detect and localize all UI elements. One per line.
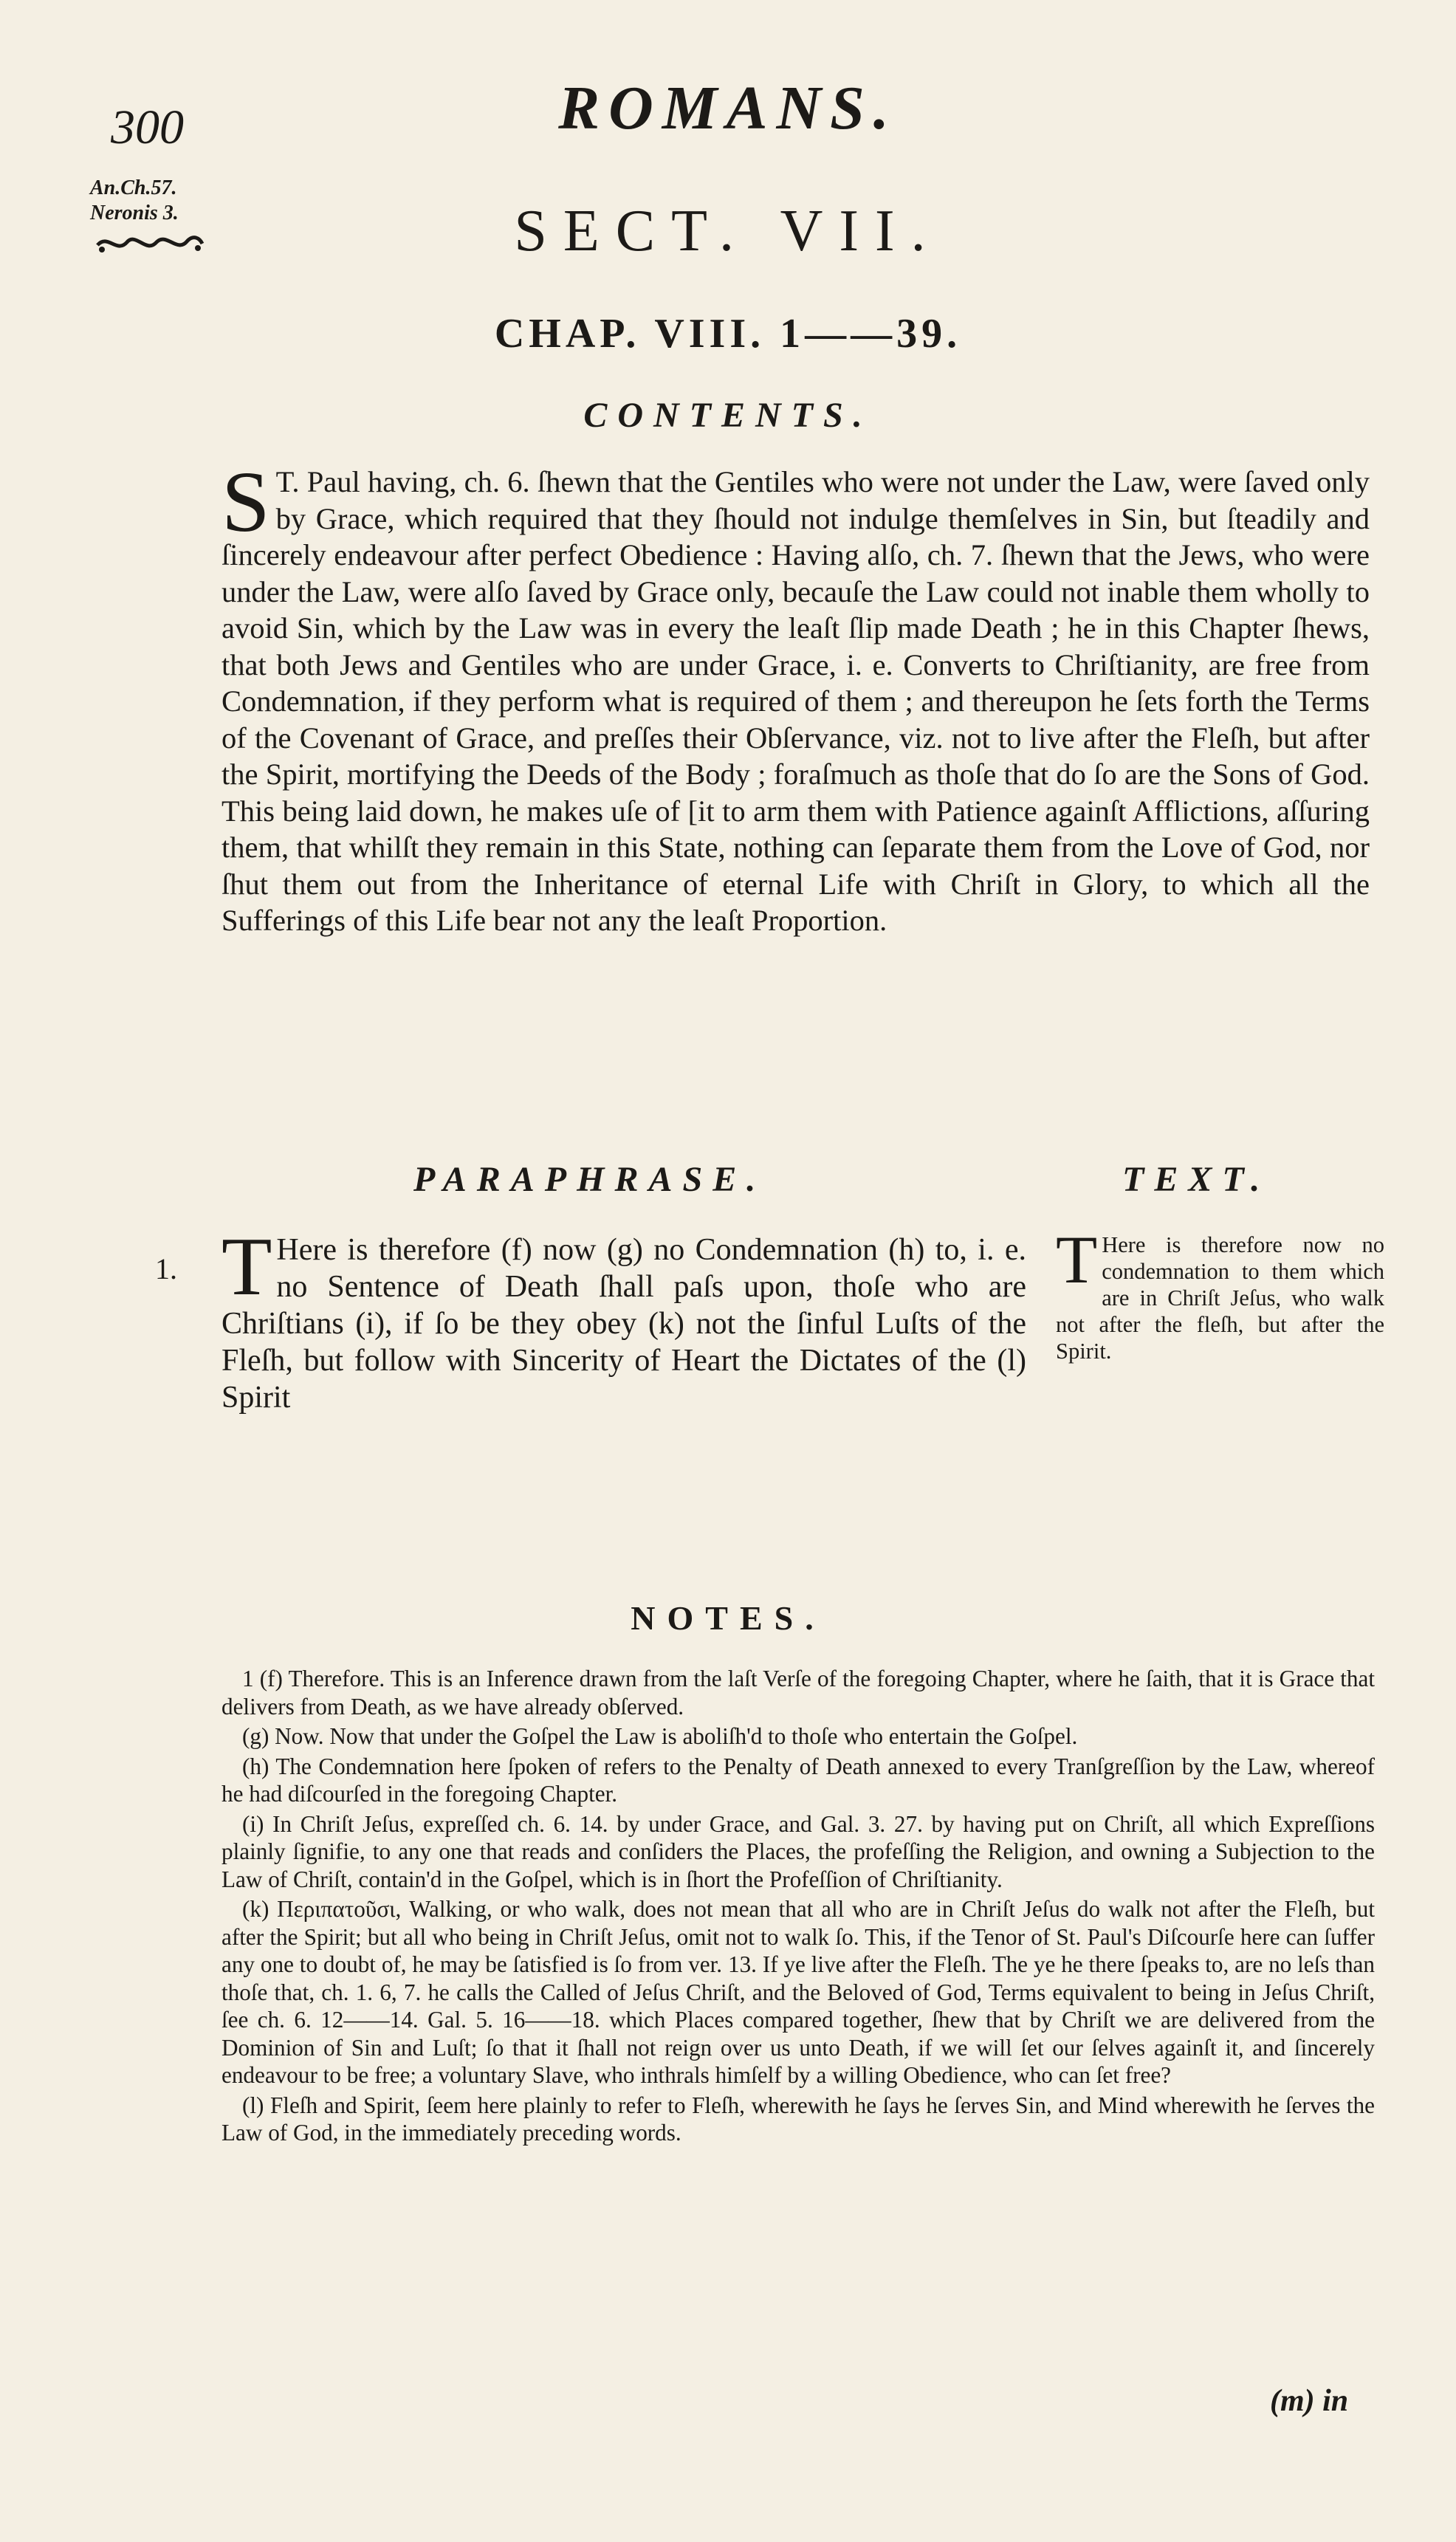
scripture-text: Here is therefore now no condemnation to them which are in Chriſt Jeſus, who walk not after the fleſh, but after the Spirit. — [1056, 1232, 1384, 1364]
paraphrase-heading: PARAPHRASE. — [413, 1160, 766, 1199]
notes-heading: NOTES. — [631, 1599, 825, 1637]
note-f: 1 (f) Therefore. This is an Inference drawn from the laſt Verſe of the foregoing Chapter, where he ſaith, that it is Grace that delivers from Death, as we have already obſerved. — [222, 1666, 1375, 1720]
note-i: (i) In Chriſt Jeſus, expreſſed ch. 6. 14. by under Grace, and Gal. 3. 27. by having put on Chriſt, all which Expreſſions plainly ſignifie, to any one that reads and conſiders the Places, the profeſſing the Religion, and owning a Subjection to the Law of Chriſt, contain'd in the Goſpel, which is in ſhort the Profeſſion of Chriſtianity. — [222, 1810, 1375, 1892]
contents-drop-cap: S — [222, 453, 270, 550]
catchword: (m) in — [1270, 2384, 1349, 2418]
page-number: 300 — [111, 100, 184, 154]
paraphrase-drop-cap: T — [222, 1221, 272, 1313]
contents-paragraph — [222, 453, 1370, 939]
section-title: SECT. VII. — [514, 199, 942, 264]
contents-text: T. Paul having, ch. 6. ſhewn that the Gentiles who were not under the Law, were ſaved only by Grace, which required that they ſhould not indulge themſelves in Sin, but ſteadily and ſincerely endeavour after perfect Obedience : Having alſo, ch. 7. ſhewn that the Jews, who were under the Law, were alſo ſaved by Grace only, becauſe the Law could not inable them wholly to avoid Sin, which by the Law was in every the leaſt ſlip made Death ; he in this Chapter ſhews, that both Jews and Gentiles who are under Grace, i. e. Converts to Chriſtianity, are free from Condemnation, if they perform what is required of them ; and thereupon he ſets forth the Terms of the Covenant of Grace, and preſſes their Obſervance, viz. not to live after the Fleſh, but after the Spirit, mortifying the Deeds of the Body ; foraſmuch as thoſe that do ſo are the Sons of God. This being laid down, he makes uſe of [it to arm them with Patience againſt Afflictions, aſſuring them, that whilſt they remain in this State, nothing can ſeparate them from the Love of God, nor ſhut them out from the Inheritance of eternal Life with Chriſt in Glory, to which all the Sufferings of this Life bear not any the leaſt Proportion. — [222, 465, 1370, 937]
scripture-text-column — [1056, 1222, 1384, 1364]
paraphrase-text: Here is therefore (f) now (g) no Condemnation (h) to, i. e. no Sentence of Death ſhall paſs upon, thoſe who are Chriſtians (i), if ſo be they obey (k) not the ſinful Luſts of the Fleſh, but follow with Sincerity of Heart the Dictates of the (l) Spirit — [222, 1233, 1026, 1415]
text-heading: TEXT. — [1122, 1160, 1271, 1199]
margin-date-year: An.Ch.57. — [90, 176, 177, 199]
note-h: (h) The Condemnation here ſpoken of refers to the Penalty of Death annexed to every Tranſgreſſion by the Law, whereof he had diſcourſed in the foregoing Chapter. — [222, 1753, 1375, 1807]
contents-heading: CONTENTS. — [583, 396, 873, 435]
notes-list — [222, 1665, 1375, 2147]
note-l: (l) Fleſh and Spirit, ſeem here plainly to refer to Fleſh, wherewith he ſays he ſerves Sin, and Mind wherewith he ſerves the Law of God, in the immediately preceding words. — [222, 2092, 1375, 2146]
scripture-drop-cap: T — [1056, 1222, 1098, 1297]
verse-number: 1. — [155, 1252, 177, 1285]
chapter-title: CHAP. VIII. 1——39. — [494, 311, 962, 357]
running-title: ROMANS. — [558, 74, 898, 142]
note-g: (g) Now. Now that under the Goſpel the Law is aboliſh'd to thoſe who entertain the Goſpel. — [242, 1723, 1078, 1749]
paraphrase-column — [222, 1221, 1026, 1416]
margin-date-reign: Neronis 3. — [90, 202, 179, 224]
note-k: (k) Περιπατοῦσι, Walking, or who walk, does not mean that all who are in Chriſt Jeſus do walk not after the Fleſh, but after the Spirit; but all who being in Chriſt Jeſus, omit not to walk ſo. This, if the Tenor of St. Paul's Diſcourſe here can ſuffer any one to doubt of, he may be ſatisfied is ſo from ver. 13. If ye live after the Fleſh. The ye he there ſpeaks to, are no leſs than thoſe that, ch. 1. 6, 7. he calls the Called of Jeſus Chriſt, and the Beloved of God, Terms equivalent to being in Jeſus Chriſt, ſee ch. 6. 12——14. Gal. 5. 16——18. which Places compared together, ſhew that by Chriſt we are delivered from the Dominion of Sin and Luſt; ſo that it ſhall not reign over us unto Death, if we will ſet our ſelves againſt it, and ſincerely endeavour to be free; a voluntary Slave, who inthrals himſelf by a willing Obedience, who can ſet free? — [222, 1896, 1375, 2088]
